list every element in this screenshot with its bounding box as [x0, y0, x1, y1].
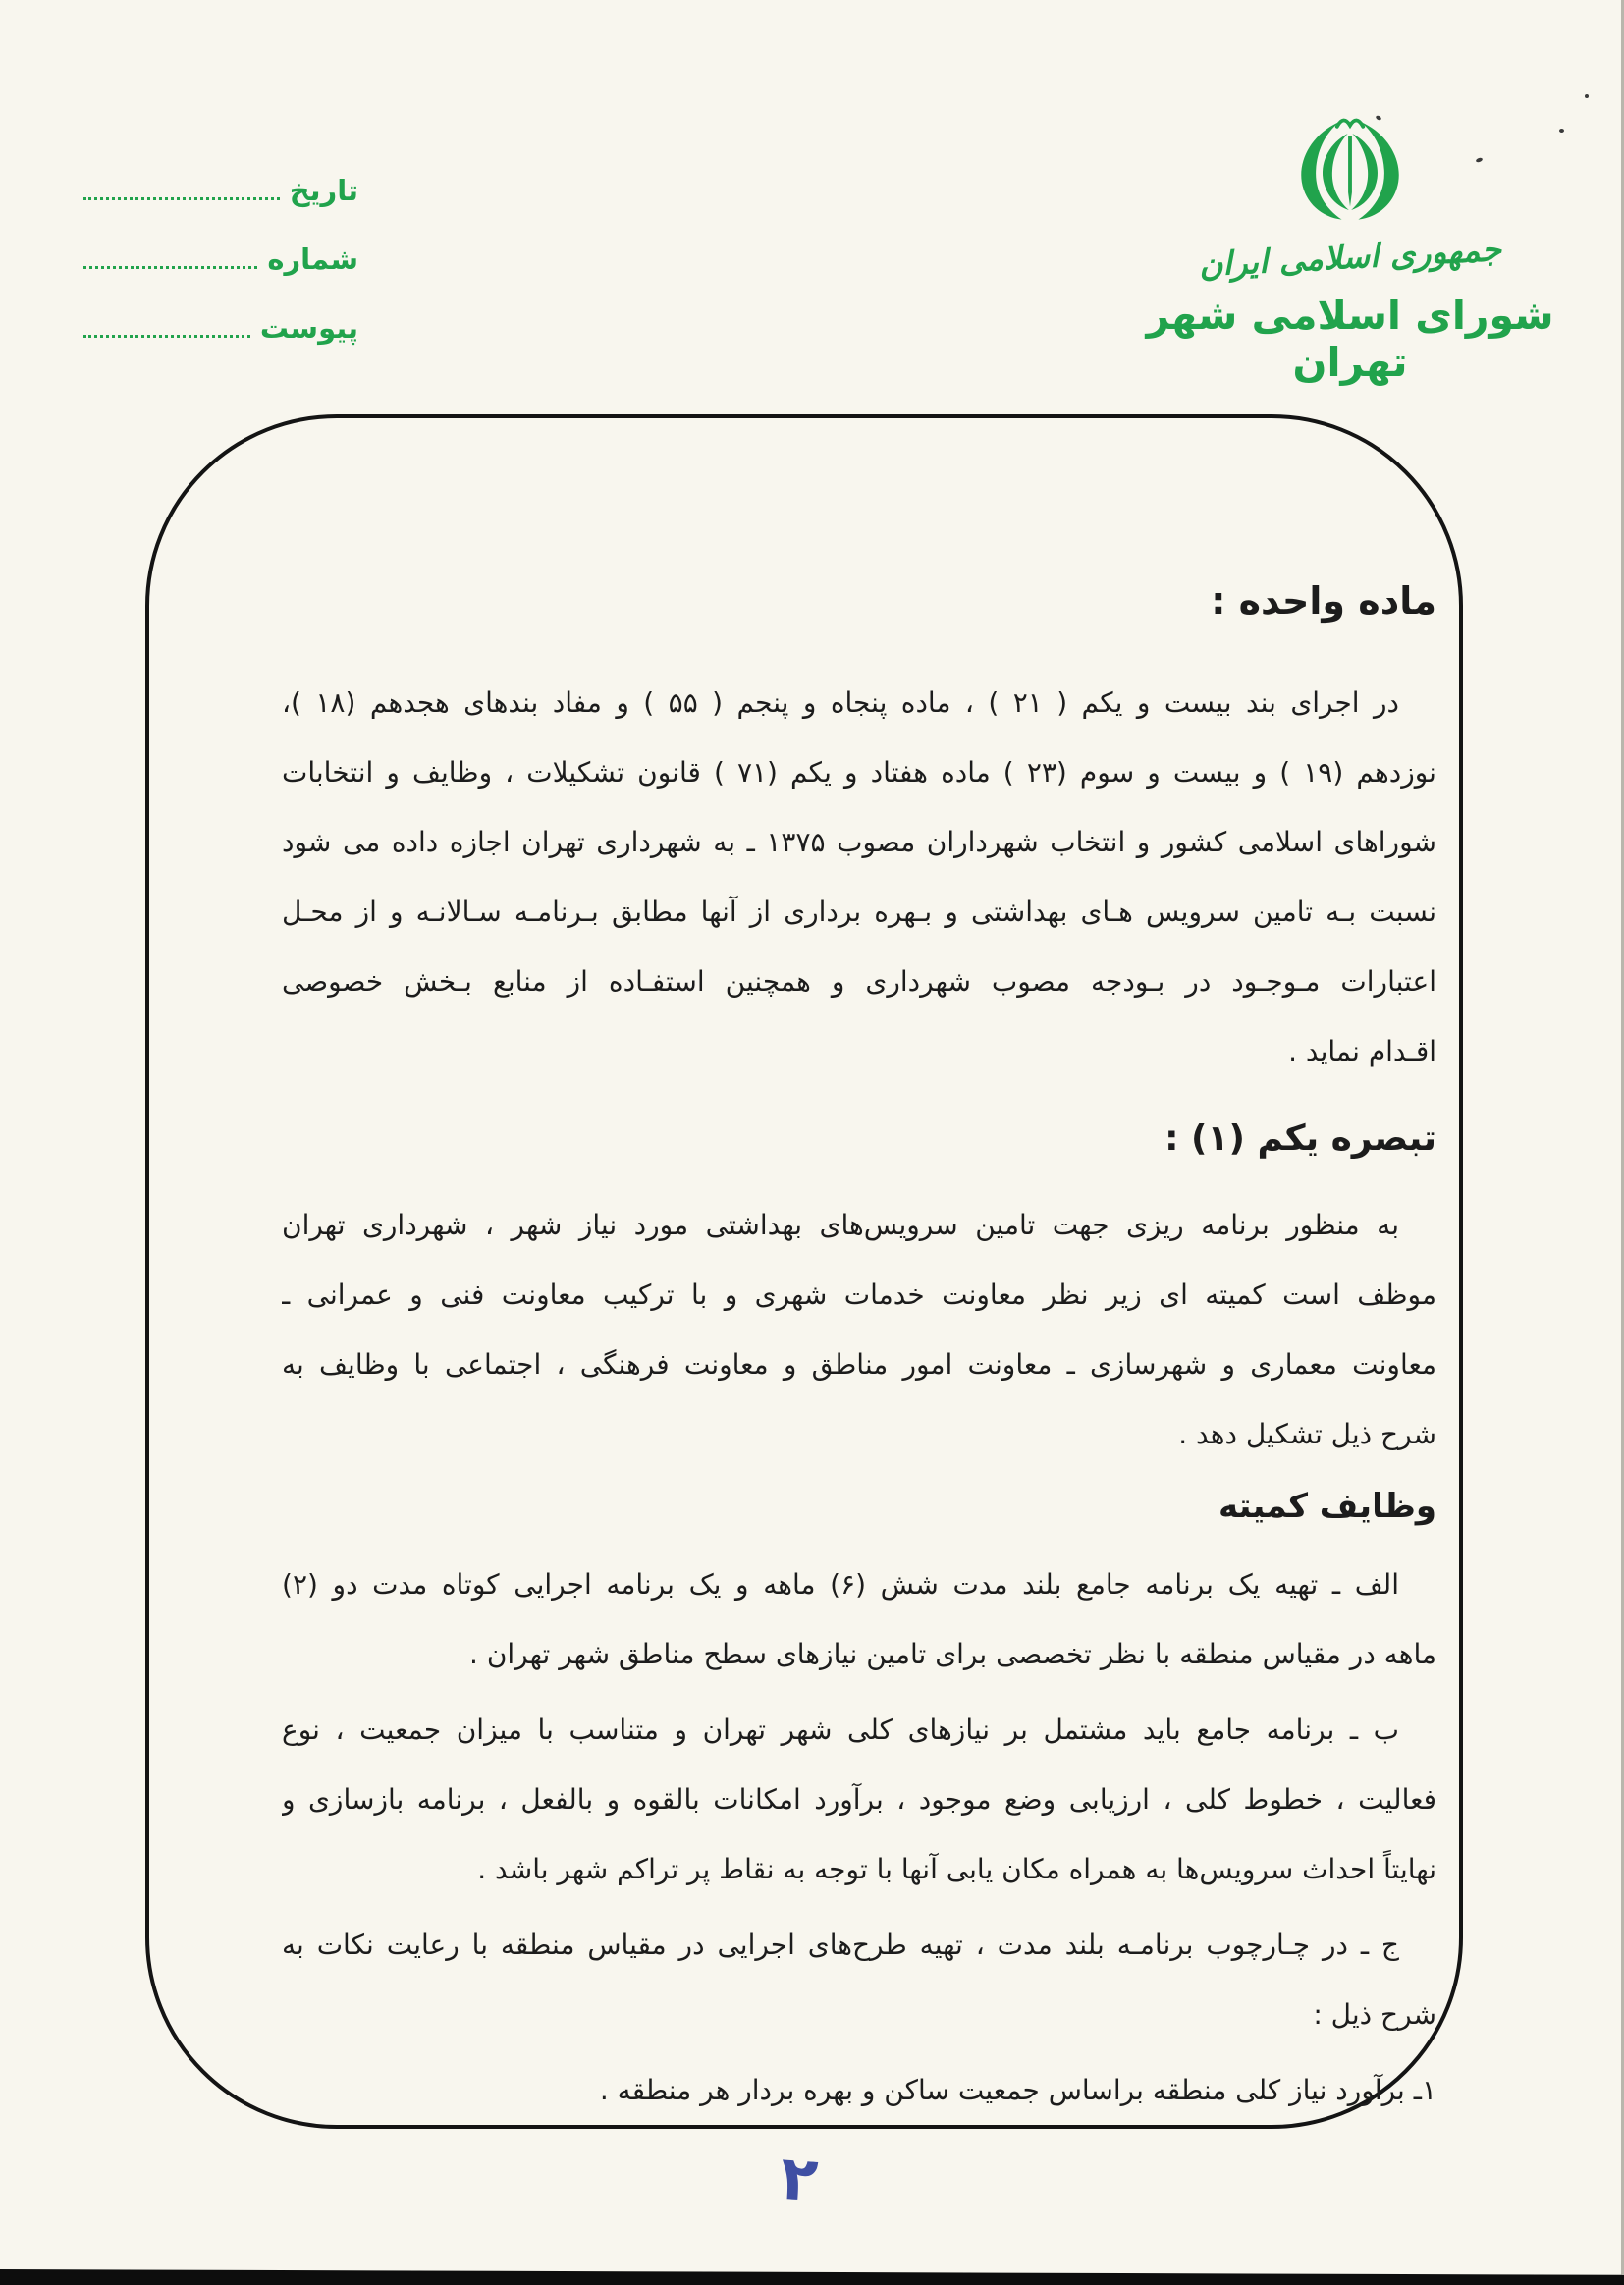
text-line: موظف است کمیته ای زیر نظر معاونت خدمات شهری و با ترکیب معاونت فنی و عمرانی ـ: [282, 1279, 1436, 1311]
text-line: ماهه در مقیاس منطقه با نظر تخصصی برای تامین نیازهای سطح مناطق شهر تهران .: [469, 1638, 1436, 1670]
page-number: ۲: [778, 2141, 821, 2216]
attachment-label: پیوست: [259, 311, 358, 345]
text-line: اقـدام نماید .: [1288, 1035, 1436, 1067]
section-heading: وظایف کمیته: [1218, 1487, 1436, 1526]
paragraph: [282, 1910, 1436, 2049]
document-body: [282, 577, 1436, 2125]
letterhead-fields: [83, 169, 358, 375]
text-line: فعالیت ، خطوط کلی ، ارزیابی وضع موجود ، برآورد امکانات بالقوه و بالفعل ، برنامه بازسازی و: [282, 1783, 1436, 1816]
date-field-row: [83, 169, 358, 208]
text-line: شرح ذیل تشکیل دهد .: [1178, 1418, 1436, 1450]
text-line: شوراهای اسلامی کشور و انتخاب شهرداران مصوب ۱۳۷۵ ـ به شهرداری تهران اجازه داده می شود: [282, 826, 1436, 858]
text-line: به منظور برنامه ریزی جهت تامین سرویس‌های بهداشتی مورد نیاز شهر ، شهرداری تهران: [282, 1209, 1399, 1241]
letterhead-emblem-block: [1139, 110, 1561, 386]
text-line: ب ـ برنامه جامع باید مشتمل بر نیازهای کلی شهر تهران و متناسب با میزان جمعیت ، نوع: [282, 1714, 1399, 1746]
number-field-row: [83, 238, 358, 277]
republic-of-iran-calligraphy: جمهوری اسلامی ایران: [1198, 229, 1502, 285]
attachment-dotted-line: [83, 335, 250, 338]
council-title: شورای اسلامی شهر تهران: [1146, 292, 1554, 386]
paragraph: [282, 2055, 1436, 2125]
scan-bottom-strip: [0, 2269, 1624, 2285]
scan-speck: [1559, 129, 1564, 133]
text-line: ۱ـ برآورد نیاز کلی منطقه براساس جمعیت ساکن و بهره بردار هر منطقه .: [599, 2074, 1436, 2106]
text-line: شرح ذیل :: [1313, 1998, 1436, 2031]
attachment-field-row: [83, 306, 358, 346]
date-label: تاریخ: [289, 174, 358, 207]
text-line: نسبت بـه تامین سرویس هـای بهداشتی و بـهره برداری از آنها مطابق بـرنامـه سـالانـه و از محـل: [282, 896, 1436, 928]
number-label: شماره: [267, 243, 358, 276]
paragraph: [282, 1190, 1436, 1469]
paragraph: [282, 1550, 1436, 1689]
text-line: نهایتاً احداث سرویس‌ها به همراه مکان یابی آنها با توجه به نقاط پر تراکم شهر باشد .: [477, 1853, 1436, 1885]
text-line: اعتبارات مـوجـود در بـودجه مصوب شهرداری و همچنین استفـاده از منابع بـخش خصوصی: [282, 965, 1436, 998]
text-line: معاونت معماری و شهرسازی ـ معاونت امور مناطق و معاونت فرهنگی ، اجتماعی با وظایف به: [282, 1348, 1436, 1381]
text-line: الف ـ تهیه یک برنامه جامع بلند مدت شش (۶) ماهه و یک برنامه اجرایی کوتاه مدت دو (۲): [282, 1568, 1399, 1601]
text-line: ج ـ در چـارچوب برنامـه بلند مدت ، تهیه طرح‌های اجرایی در مقیاس منطقه با رعایت نکات به: [282, 1929, 1399, 1961]
iran-national-emblem-icon: [1291, 110, 1409, 228]
date-dotted-line: [83, 197, 280, 200]
paragraph: [282, 1695, 1436, 1904]
section-heading: تبصره یکم (۱) :: [1164, 1118, 1436, 1159]
scan-speck: [1585, 94, 1589, 98]
text-line: در اجرای بند بیست و یکم ( ۲۱ ) ، ماده پنجاه و پنجم ( ۵۵ ) و مفاد بندهای هجدهم (۱۸ )،: [282, 686, 1399, 719]
section-heading: ماده واحده :: [1211, 579, 1436, 623]
text-line: نوزدهم (۱۹ ) و بیست و سوم (۲۳ ) ماده هفتاد و یکم (۷۱ ) قانون تشکیلات ، وظایف و انتخابات: [282, 756, 1436, 789]
paragraph: [282, 668, 1436, 1086]
number-dotted-line: [83, 266, 257, 269]
